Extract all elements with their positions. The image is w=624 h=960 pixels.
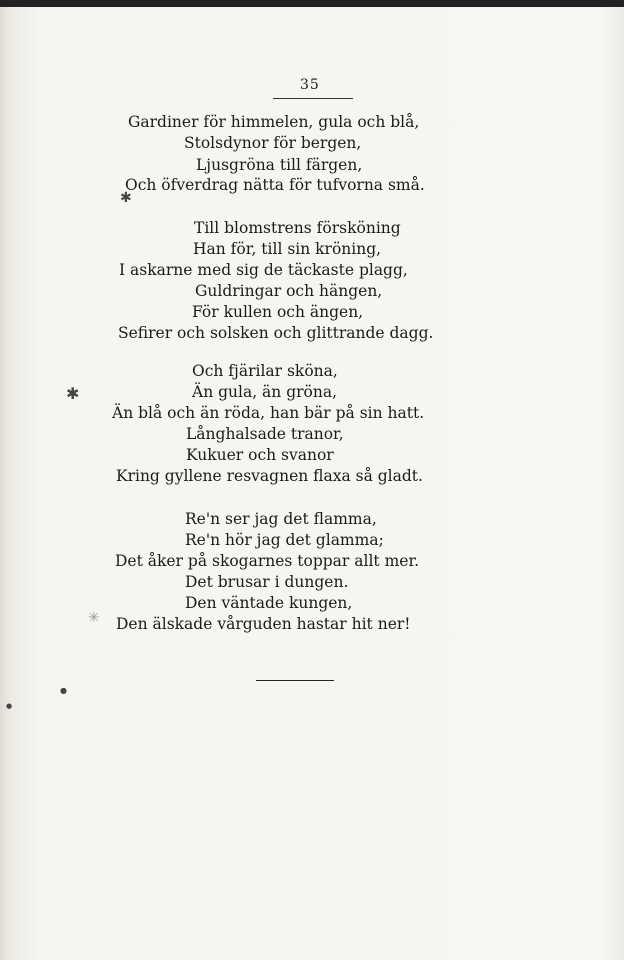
poem-line: Det brusar i dungen. [185, 573, 349, 591]
ink-speck-icon: ✱ [120, 190, 132, 206]
end-ornament-rule [256, 680, 334, 681]
poem-line: Än gula, än gröna, [192, 383, 338, 401]
ink-speck-icon: ✳ [88, 610, 100, 626]
poem-line: Och öfverdrag nätta för tufvorna små. [125, 176, 425, 194]
poem-line: Stolsdynor för bergen, [184, 134, 362, 152]
poem-line: Guldringar och hängen, [195, 282, 383, 300]
poem-line: Sefirer och solsken och glittrande dagg. [118, 324, 434, 342]
poem-line: Till blomstrens försköning [194, 219, 401, 237]
page-number: 35 [300, 77, 320, 93]
poem-line: Kukuer och svanor [186, 446, 334, 464]
ink-speck-icon: ✱ [66, 384, 80, 403]
poem-line: Den älskade vårguden hastar hit ner! [116, 615, 411, 633]
poem-line: Re'n hör jag det glamma; [185, 531, 384, 549]
ink-speck-icon: ● [60, 686, 67, 695]
poem-line: Den väntade kungen, [185, 594, 353, 612]
poem-line: Det åker på skogarnes toppar allt mer. [115, 552, 420, 570]
poem-line: Än blå och än röda, han bär på sin hatt. [112, 404, 425, 422]
ink-speck-icon: ● [6, 702, 13, 710]
poem-line: Gardiner för himmelen, gula och blå, [128, 113, 420, 131]
poem-line: I askarne med sig de täckaste plagg, [119, 261, 408, 279]
poem-line: Han för, till sin kröning, [193, 240, 382, 258]
page-number-rule [273, 98, 353, 99]
poem-line: Kring gyllene resvagnen flaxa så gladt. [116, 467, 423, 485]
poem-line: För kullen och ängen, [192, 303, 364, 321]
poem-line: Och fjärilar sköna, [192, 362, 338, 380]
poem-line: Ljusgröna till färgen, [196, 156, 363, 174]
poem-line: Re'n ser jag det flamma, [185, 510, 377, 528]
poem-line: Långhalsade tranor, [186, 425, 344, 443]
top-edge-rule [0, 0, 624, 7]
